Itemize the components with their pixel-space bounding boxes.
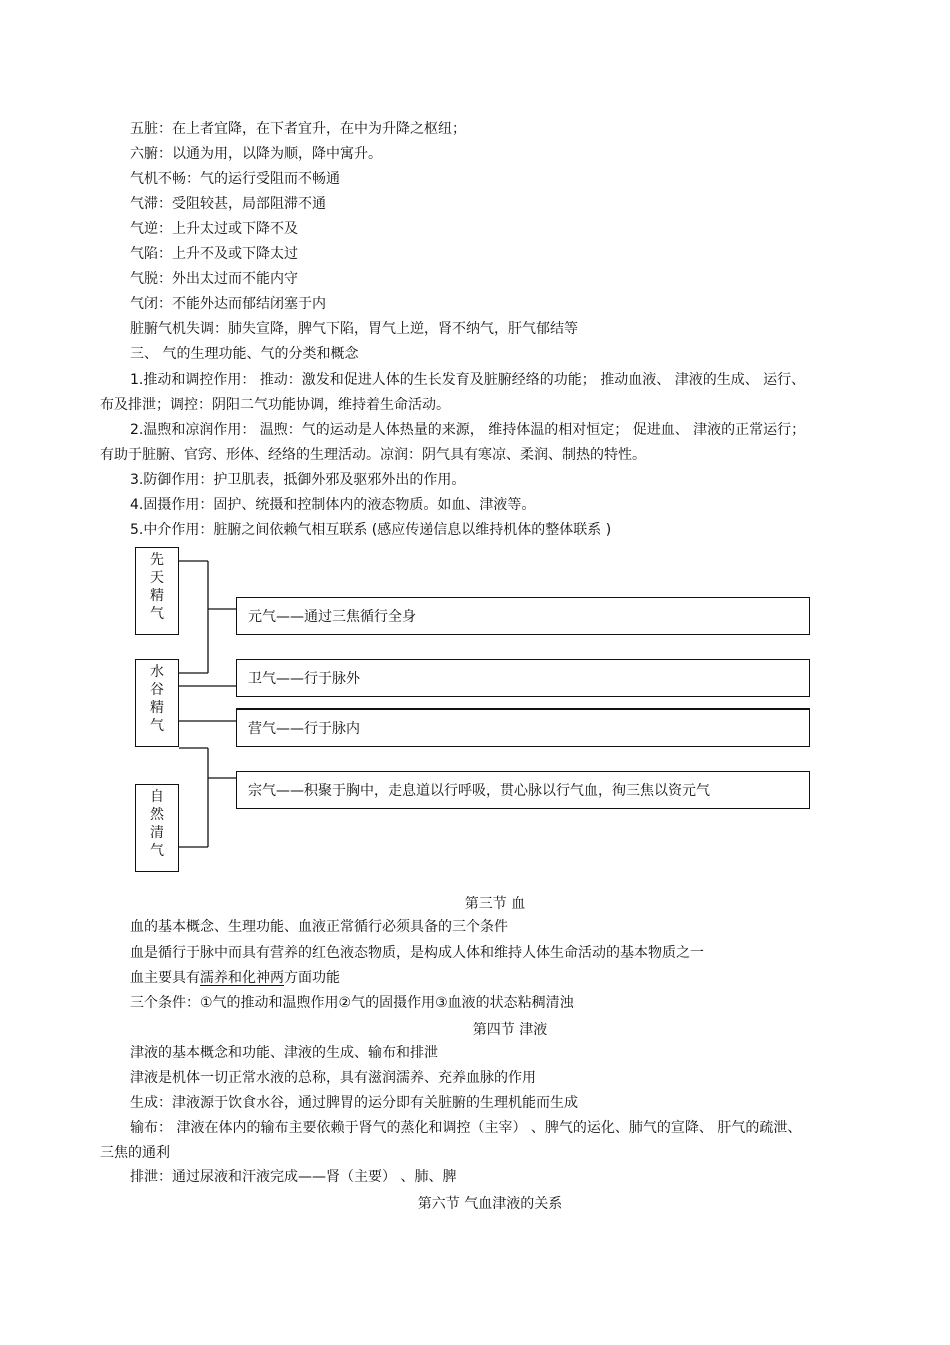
text-line-wenxu-1: 2.温煦和凉润作用： 温煦：气的运动是人体热量的来源， 维持体温的相对恒定； 促进血、 津液的正常运行； — [130, 422, 806, 438]
text-line-qibi: 气闭：不能外达而郁结闭塞于内 — [130, 296, 326, 312]
target-label-yingqi: 营气——行于脉内 — [248, 721, 360, 737]
text-line-blood-functions — [130, 969, 340, 987]
text-line-fluid-overview: 津液的基本概念和功能、津液的生成、输布和排泄 — [130, 1045, 438, 1061]
text-line-qituo: 气脱：外出太过而不能内守 — [130, 271, 298, 287]
source-box-xiantian-jingqi: 先 天 精 气 — [135, 547, 179, 635]
text-line-fluid-definition: 津液是机体一切正常水液的总称，具有滋润濡养、充养血脉的作用 — [130, 1070, 536, 1086]
target-box-yingqi — [236, 708, 810, 747]
text-line-zangfu-shitiao: 脏腑气机失调：肺失宣降，脾气下陷，胃气上逆，肾不纳气，肝气郁结等 — [130, 321, 578, 337]
target-box-yuanqi — [236, 597, 810, 635]
text-line-fluid-generation: 生成：津液源于饮食水谷，通过脾胃的运分即有关脏腑的生理机能而生成 — [130, 1095, 578, 1111]
blood-functions-underlined: 濡养和化神两 — [200, 970, 284, 986]
text-line-fluid-excretion: 排泄：通过尿液和汗液完成——肾（主要） 、肺、脾 — [130, 1169, 457, 1185]
source-box-shuigu-jingqi: 水 谷 精 气 — [135, 659, 179, 747]
text-line-qini: 气逆：上升太过或下降不及 — [130, 221, 298, 237]
text-line-gushe: 4.固摄作用：固护、统摄和控制体内的液态物质。如血、津液等。 — [130, 497, 536, 513]
text-line-qixian: 气陷：上升不及或下降太过 — [130, 246, 298, 262]
target-label-weiqi: 卫气——行于脉外 — [248, 671, 360, 687]
section-heading-fluid: 第四节 津液 — [472, 1022, 548, 1038]
section-heading-blood: 第三节 血 — [464, 896, 526, 912]
source-box-ziran-qingqi: 自 然 清 气 — [135, 784, 179, 872]
text-line-zhongjie: 5.中介作用：脏腑之间依赖气相互联系 (感应传递信息以维持机体的整体联系 ) — [130, 522, 612, 538]
target-label-zongqi: 宗气——积聚于胸中，走息道以行呼吸，贯心脉以行气血，徇三焦以资元气 — [248, 783, 710, 799]
text-line-blood-conditions: 三个条件：①气的推动和温煦作用②气的固摄作用③血液的状态粘稠清浊 — [130, 995, 574, 1011]
text-line-tuidong-2: 布及排泄；调控：阴阳二气功能协调，维持着生命活动。 — [100, 397, 450, 413]
section-heading-qi-blood-fluid-relation: 第六节 气血津液的关系 — [417, 1196, 563, 1212]
text-line-liufu: 六腑：以通为用，以降为顺，降中寓升。 — [130, 146, 382, 162]
blood-functions-suffix: 方面功能 — [284, 970, 340, 986]
text-line-wenxu-2: 有助于脏腑、官窍、形体、经络的生理活动。凉润：阴气具有寒凉、柔润、制热的特性。 — [100, 447, 646, 463]
text-line-tuidong-1: 1.推动和调控作用： 推动：激发和促进人体的生长发育及脏腑经络的功能； 推动血液、 津液的生成、 运行、 — [130, 372, 806, 388]
target-box-weiqi — [236, 659, 810, 697]
text-line-qiji-buchang: 气机不畅：气的运行受阻而不畅通 — [130, 171, 340, 187]
blood-functions-prefix: 血主要具有 — [130, 970, 200, 986]
text-line-fluid-distribution-2: 三焦的通利 — [100, 1145, 170, 1161]
section-heading-qi-functions: 三、 气的生理功能、气的分类和概念 — [130, 346, 359, 362]
target-box-zongqi — [236, 771, 810, 809]
text-line-wuzang: 五脏：在上者宜降，在下者宜升，在中为升降之枢纽； — [130, 121, 466, 137]
text-line-fangyu: 3.防御作用：护卫肌表，抵御外邪及驱邪外出的作用。 — [130, 472, 466, 488]
target-label-yuanqi: 元气——通过三焦循行全身 — [248, 609, 416, 625]
text-line-blood-definition: 血是循行于脉中而具有营养的红色液态物质，是构成人体和维持人体生命活动的基本物质之一 — [130, 945, 704, 961]
text-line-qizhi: 气滞：受阻较甚，局部阻滞不通 — [130, 196, 326, 212]
text-line-blood-overview: 血的基本概念、生理功能、血液正常循行必须具备的三个条件 — [130, 919, 508, 935]
text-line-fluid-distribution-1: 输布： 津液在体内的输布主要依赖于肾气的蒸化和调控（主宰） 、脾气的运化、肺气的宣降、 肝气的疏泄、 — [130, 1120, 802, 1136]
